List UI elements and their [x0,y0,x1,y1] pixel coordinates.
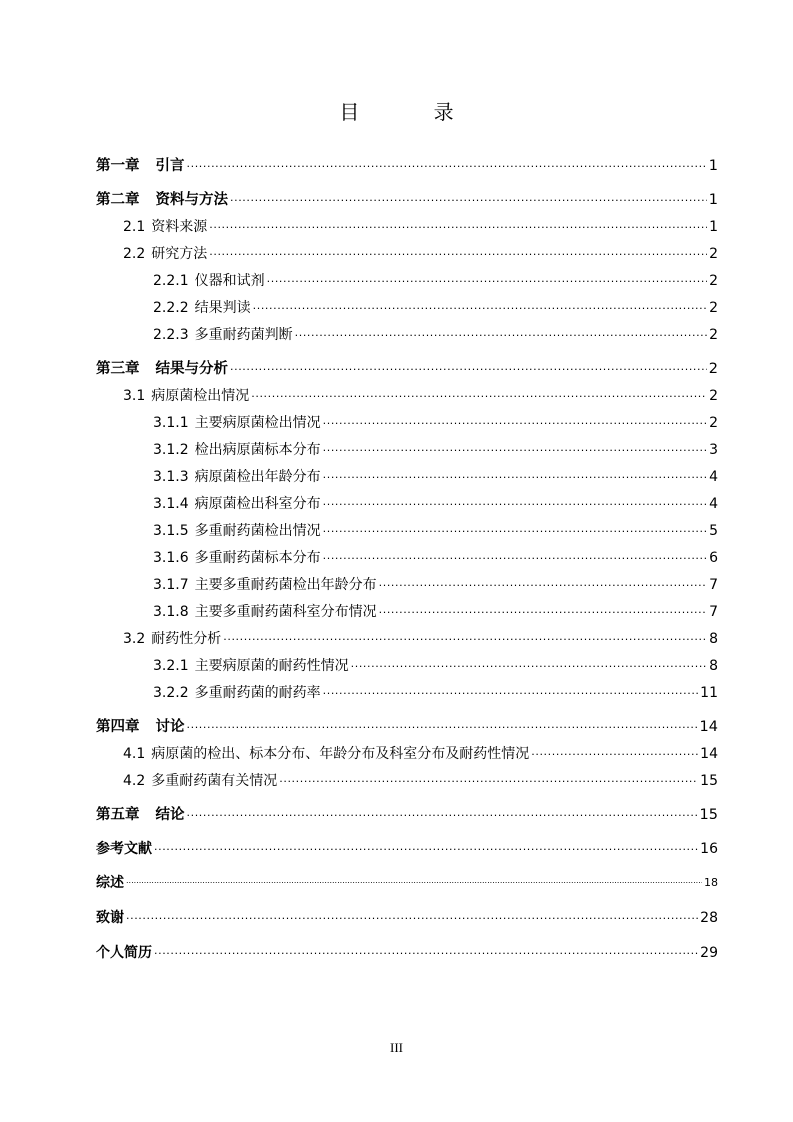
toc-entry-page: 4 [709,469,718,485]
dot-leader [323,684,699,702]
dot-leader [154,944,698,962]
dot-leader [323,495,707,513]
dot-leader [379,576,707,594]
toc-entry-number: 3.1.7 [153,577,189,593]
toc-entry-label: 研究方法 [151,246,208,262]
toc-entry[interactable] [123,626,718,648]
toc-entry[interactable] [96,187,718,209]
toc-entry-label: 主要多重耐药菌科室分布情况 [194,604,377,620]
toc-entry-number: 3.2.1 [153,658,189,674]
dot-leader [209,218,707,236]
dot-leader [187,718,698,736]
toc-entry-page: 29 [700,945,718,961]
toc-entry-page: 11 [700,685,718,701]
dot-leader [230,360,707,378]
toc-entry[interactable] [96,714,718,736]
toc-entry[interactable] [96,153,718,175]
toc-entry-label: 致谢 [96,910,124,926]
toc-entry-number: 3.1.4 [153,496,189,512]
toc-entry[interactable] [153,437,718,459]
toc-entry[interactable] [153,599,718,621]
toc-entry-label: 耐药性分析 [151,631,222,647]
dot-leader [323,549,707,567]
toc-entry-label: 资料与方法 [155,192,228,208]
toc-entry-label: 多重耐药菌检出情况 [194,523,321,539]
toc-entry-label: 仪器和试剂 [194,273,265,289]
toc-entry[interactable] [123,768,718,790]
toc-entry-number: 3.1.8 [153,604,189,620]
toc-entry-label: 结论 [155,807,185,823]
toc-entry-number: 3.1.5 [153,523,189,539]
toc-entry-page: 2 [709,327,718,343]
toc-entry-page: 15 [700,773,718,789]
toc-entry-page: 16 [700,841,718,857]
toc-entry-label: 病原菌检出情况 [151,388,250,404]
toc-entry[interactable] [153,322,718,344]
toc-entry-number: 2.2.2 [153,300,189,316]
dot-leader [379,603,707,621]
dot-leader [295,326,707,344]
toc-entry-page: 8 [709,631,718,647]
toc-entry-number: 4.2 [123,773,146,789]
toc-entry-label: 多重耐药菌的耐药率 [194,685,321,701]
toc-entry-page: 28 [700,910,718,926]
toc-entry[interactable] [96,356,718,378]
toc-entry-label: 多重耐药菌标本分布 [194,550,321,566]
toc-entry-label: 检出病原菌标本分布 [194,442,321,458]
toc-entry-label: 多重耐药菌判断 [194,327,293,343]
toc-entry-page: 2 [708,361,718,377]
toc-entry-label: 结果判读 [194,300,251,316]
toc-entry-label: 病原菌检出科室分布 [194,496,321,512]
toc-entry-number: 3.2 [123,631,146,647]
toc-entry-number: 2.1 [123,219,146,235]
toc-entry-label: 综述 [96,875,124,891]
dot-leader [351,657,707,675]
toc-entry-page: 1 [708,158,718,174]
dot-leader [209,245,707,263]
toc-entry-number: 2.2.1 [153,273,189,289]
toc-entry-page: 2 [709,388,718,404]
dot-leader [531,745,698,763]
toc-entry[interactable] [153,518,718,540]
toc-entry[interactable] [96,802,718,824]
dot-leader [323,522,707,540]
toc-entry[interactable] [96,905,718,927]
toc-entry[interactable] [123,741,718,763]
toc-entry-page: 18 [704,876,718,889]
dot-leader [187,806,698,824]
toc-entry-page: 2 [709,300,718,316]
dot-leader [323,441,707,459]
toc-entry-label: 讨论 [155,719,185,735]
toc-entry[interactable] [153,295,718,317]
toc-entry-number: 3.1.1 [153,415,189,431]
toc-entry[interactable] [123,241,718,263]
toc-entry-label: 病原菌检出年龄分布 [194,469,321,485]
page-number: III [390,1040,403,1055]
dot-leader [253,299,707,317]
toc-entry-page: 5 [709,523,718,539]
dot-leader [223,630,707,648]
toc-entry-page: 3 [709,442,718,458]
toc-entry-page: 8 [709,658,718,674]
toc-entry-label: 病原菌的检出、标本分布、年龄分布及科室分布及耐药性情况 [151,746,530,762]
toc-entry[interactable] [153,545,718,567]
toc-entry-label: 资料来源 [151,219,208,235]
toc-entry-number: 第二章 [96,192,140,208]
dot-leader [126,874,702,892]
toc-entry-label: 引言 [155,158,185,174]
toc-entry[interactable] [96,940,718,962]
toc-entry-label: 个人简历 [96,945,152,961]
toc-entry-number: 第一章 [96,158,140,174]
toc-entry-label: 主要病原菌的耐药性情况 [194,658,349,674]
toc-entry[interactable] [123,383,718,405]
toc-entry-number: 3.1.3 [153,469,189,485]
toc-entry-page: 6 [709,550,718,566]
dot-leader [126,909,698,927]
toc-entry-number: 第三章 [96,361,140,377]
dot-leader [279,772,698,790]
toc-entry[interactable] [123,214,718,236]
dot-leader [154,840,698,858]
dot-leader [187,157,707,175]
toc-entry-number: 第五章 [96,807,140,823]
toc-entry[interactable] [96,836,718,858]
toc-entry-page: 15 [699,807,718,823]
toc-entry-label: 参考文献 [96,841,152,857]
toc-entry-label: 多重耐药菌有关情况 [151,773,278,789]
dot-leader [323,468,707,486]
dot-leader [251,387,707,405]
dot-leader [230,191,707,209]
toc-entry-page: 2 [709,415,718,431]
toc-entry-page: 2 [709,273,718,289]
toc-entry[interactable] [153,410,718,432]
toc-entry-label: 结果与分析 [155,361,228,377]
toc-entry[interactable] [153,653,718,675]
toc-entry-page: 1 [709,219,718,235]
toc-entry-number: 2.2 [123,246,146,262]
toc-entry[interactable] [153,268,718,290]
toc-entry-number: 第四章 [96,719,140,735]
dot-leader [267,272,707,290]
toc-entry-page: 7 [709,604,718,620]
toc-entry[interactable] [153,572,718,594]
toc-entry[interactable] [153,464,718,486]
toc-entry[interactable] [153,680,718,702]
toc-entry-page: 4 [709,496,718,512]
toc-entry-page: 2 [709,246,718,262]
toc-entry-number: 3.1 [123,388,146,404]
toc-entry-label: 主要多重耐药菌检出年龄分布 [194,577,377,593]
dot-leader [323,414,707,432]
toc-entry-page: 14 [699,719,718,735]
toc-entry-number: 3.1.2 [153,442,189,458]
toc-entry-number: 3.2.2 [153,685,189,701]
toc-entry-label: 主要病原菌检出情况 [194,415,321,431]
toc-entry-page: 14 [700,746,718,762]
toc-entry-number: 4.1 [123,746,146,762]
toc-entry[interactable] [96,870,718,892]
page-title: 目 录 [339,100,488,124]
toc-entry-page: 7 [709,577,718,593]
toc-entry-number: 3.1.6 [153,550,189,566]
toc-entry-page: 1 [708,192,718,208]
toc-entry[interactable] [153,491,718,513]
toc-entry-number: 2.2.3 [153,327,189,343]
